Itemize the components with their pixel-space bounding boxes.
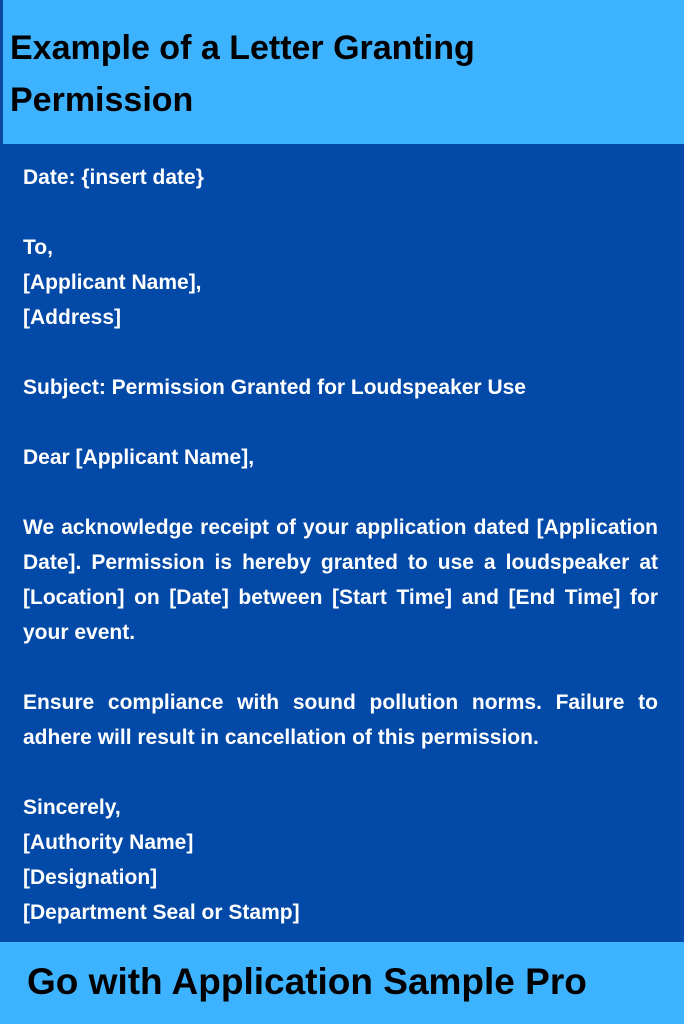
footer-tagline: Go with Application Sample Pro	[27, 961, 587, 1002]
letter-to-label: To,	[23, 236, 53, 259]
spacer	[23, 335, 658, 370]
letter-designation: [Designation]	[23, 866, 158, 889]
letter-seal: [Department Seal or Stamp]	[23, 901, 300, 924]
letter-panel	[0, 144, 684, 942]
page-title: Example of a Letter Granting Permission	[10, 29, 475, 119]
letter-closing: Sincerely,	[23, 796, 121, 819]
letter-paragraph-2: Ensure compliance with sound pollution norms. Failure to adhere will result in cancellation of this permission.	[23, 691, 658, 749]
header-banner	[0, 0, 684, 144]
letter-date: Date: {insert date}	[23, 166, 204, 189]
letter-applicant-name: [Applicant Name],	[23, 271, 202, 294]
footer-banner	[0, 942, 684, 1024]
letter-address: [Address]	[23, 306, 122, 329]
spacer	[23, 475, 658, 510]
spacer	[23, 650, 658, 685]
spacer	[23, 755, 658, 790]
letter-body	[23, 160, 658, 930]
letter-authority-name: [Authority Name]	[23, 831, 194, 854]
letter-salutation: Dear [Applicant Name],	[23, 446, 255, 469]
spacer	[23, 195, 658, 230]
letter-subject: Subject: Permission Granted for Loudspeaker Use	[23, 376, 526, 399]
spacer	[23, 405, 658, 440]
letter-paragraph-1: We acknowledge receipt of your application dated [Application Date]. Permission is hereby granted to use a loudspeaker at [Location] on [Date] between [Start Time] and [End Time] for your event.	[23, 516, 658, 644]
